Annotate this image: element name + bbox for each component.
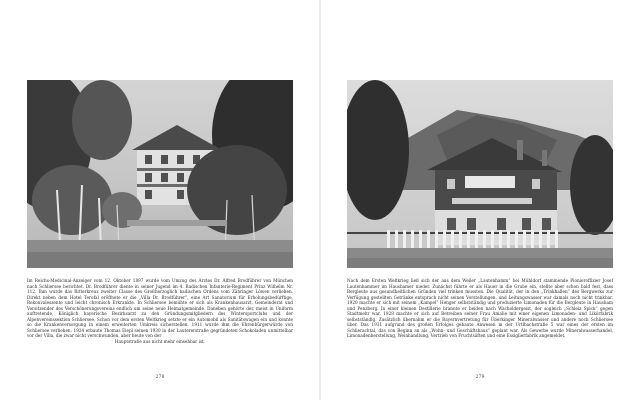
factory-house-photo (347, 80, 613, 268)
paragraph: Im Reichs-Medicinal-Anzeiger vom 12. Oktober 1897 wurde vom Umzug des Arztes Dr. Alfred Brodführer von München nach Schliersee berichtet. Dr. Brodführer diente in seiner Jugend im 4. Badischen Infanterie-Regiment Prinz Wilhelm Nr. 112. Ihm wurde das Ritterkreuz zweiter Classe des Großherzoglich badischen Ordens vom Zähringer Löwen verliehen. Direkt neben dem Hotel Terofal eröffnete er die „Villa Dr. Brodführer“, eine Art Sanatorium für Erholungsbedürftige, Rekonvaleszente und leicht chronisch Erkrankte. In Schliersee bemühte er sich als Krankenhausarzt, Gemeinderat und Vorsitzender des Verschönerungsvereins endlich um seine neue Heimatgemeinde. Daneben gehörte der, meist in Uniform auftretende, Königlich bayerische Bezirksarzt zu den Gründungsmitgliedern des Wintersportclubs und der Alpenvereinssektion Schliersee. Schon vor dem ersten Weltkrieg setzte er ein Automobil als Sanitätswagen ein und konnte so die Krankenversorgung in einem erweiterten Umkreis sicherstellen. 1911 wurde ihm die Ehrenbürgerwürde von Schliersee verliehen. 1924 erbaute Thomas Eiepl seinen 1930 in der Lautererstraße gegründeten Schokoladen unmittelbar vor der Villa, die zwar nicht verschwunden, aber heute von der (27, 278, 293, 339)
paragraph-end: Hauptstraße aus nicht mehr einsehbar ist. (114, 339, 206, 345)
paragraph: Nach dem Ersten Weltkrieg ließ sich der aus dem Weiler „Lautenhamm“ bei Mühldorf stammende Pionieroffizier Josef Lautenhammer im Haushamer nieder. Zunächst führte er als Hauer in die Grube ein, stellte aber schon bald fest, dass Bergleute aus gesundheitlichen Gründen viel trinken mussten. Die Qualität, der in den „Trinkhallen“ des Bergwerks zur Verfügung gestellten Getränke entsprach nicht seinen Vorstellungen, und Leitungswasser war damals noch nicht trinkbar. 1920 machte er sich mit seinem „Kampel“ Henger selbstständig und produzierte Limonaden für die Bergleute in Hausham und Penzberg. In einer kleinen Destillerie brannte er beiden nach Wacholdergeist, der sogleich „Schleiz Spick“ gegen Stadtmehr war. 1928 machte er sich auf Betreiben seiner Frau Amalie mit einer eigenen Limonaden- und Likörfabrik selbstständig. Zusätzlich übernahm er die Bayernvertretung für Überkinger Mineralwasser und andere noch Schliersee über. Das 1931 aufgrund des großen Erfolges gebaute Anwesen in der Urtlbachstraße 5 war eines der ersten im Schlierachtal, das von Beginn an als „Wohn- und Geschäftshaus“ geplant war. Als Gewerbe wurde Mineralwasserhandel, Limonadenherstellung, Weinhandlung, Vertrieb von Fruchtsäften und eine Essiglierfabrik angemeldet. (347, 278, 613, 339)
factory-house-photo-illustration (347, 80, 613, 268)
body-text-left (27, 278, 293, 345)
page-number-right: 279 (475, 375, 485, 380)
right-page (320, 0, 640, 400)
page-number-left: 278 (155, 375, 165, 380)
villa-photo-illustration (27, 80, 293, 268)
body-text-right (347, 278, 613, 339)
villa-photo (27, 80, 293, 268)
